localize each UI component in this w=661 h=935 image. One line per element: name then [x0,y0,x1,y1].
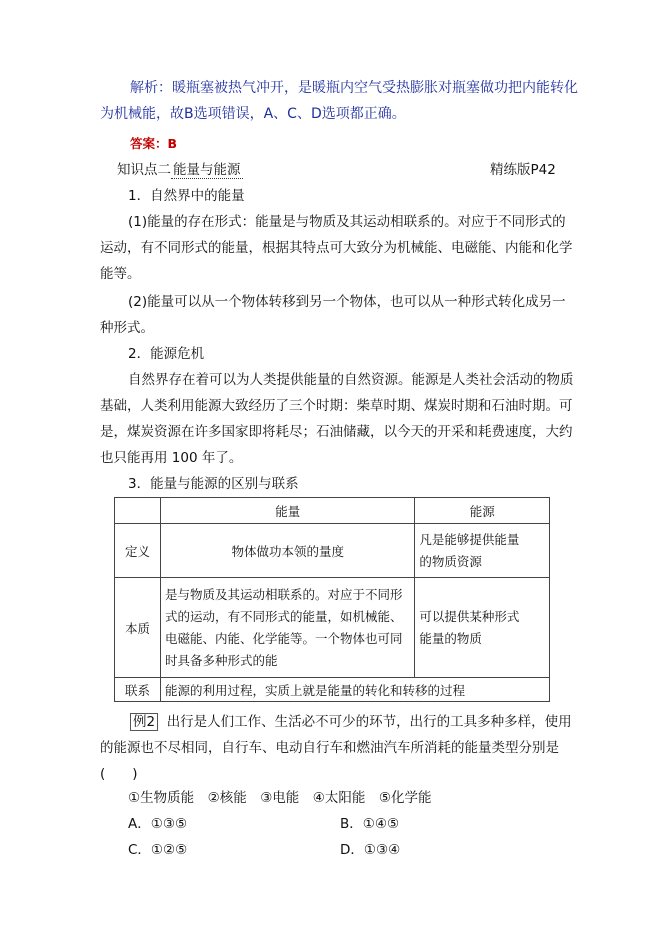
option-b: B．①④⑤ [340,816,400,832]
option-d: D．①③④ [340,842,401,858]
example-tag: 例2 [130,713,158,731]
nature-source-line2: 能量的物质 [419,630,482,646]
row-label-definition: 定义 [115,524,161,578]
point1-1-line2: 运动，有不同形式的能量，根据其特点可大致分为机械能、电磁能、内能和化学 [100,240,573,256]
point1-2-line2: 种形式。 [100,320,154,336]
table-row-definition [115,524,550,578]
point2-body-line3: 是，煤炭资源在许多国家即将耗尽；石油储藏，以今天的开采和耗费速度，大约 [100,424,573,440]
section-title-prefix: 知识点二 [117,162,171,178]
answer-text: 答案：B [130,136,178,151]
option-a: A．①③⑤ [128,816,188,832]
nature-energy-line2: 式的运动，有不同形式的能量，如机械能、 [165,608,403,624]
point2-body-line1: 自然界存在着可以为人类提供能量的自然资源。能源是人类社会活动的物质 [128,372,574,388]
nature-source-line1: 可以提供某种形式 [419,608,520,624]
energy-comparison-table [114,497,550,702]
example-blank: ( ) [100,766,138,782]
point3-heading: 3．能量与能源的区别与联系 [128,476,299,492]
table-header-row [115,498,550,524]
section-heading [117,160,243,180]
example-items: ①生物质能 ②核能 ③电能 ④太阳能 ⑤化学能 [128,790,432,806]
point2-heading: 2．能源危机 [128,346,205,362]
nature-energy-cell [161,578,415,678]
row-label-nature: 本质 [115,578,161,678]
point1-1-line3: 能等。 [100,266,141,282]
table-header-source: 能源 [415,498,550,524]
analysis-line-1: 解析：暖瓶塞被热气冲开，是暖瓶内空气受热膨胀对瓶塞做功把内能转化 [130,80,578,96]
definition-source-line2: 的物质资源 [419,553,482,569]
table-header-energy: 能量 [161,498,415,524]
point2-body-line2: 基础，人类利用能源大致经历了三个时期：柴草时期、煤炭时期和石油时期。可 [100,398,573,414]
nature-energy-line3: 电磁能、内能、化学能等。一个物体也可同 [165,630,403,646]
point1-heading: 1．自然界中的能量 [128,188,245,204]
link-cell: 能源的利用过程，实质上就是能量的转化和转移的过程 [161,678,550,702]
point2-body-line4: 也只能再用 100 年了。 [100,450,243,466]
point1-2-line1: (2)能量可以从一个物体转移到另一个物体，也可以从一种形式转化成另一 [128,294,566,310]
section-title: 能量与能源 [173,162,241,178]
example-line1 [130,712,572,732]
nature-source-cell [415,578,550,678]
section-right-label: 精练版P42 [490,162,556,178]
nature-energy-line1: 是与物质及其运动相联系的。对应于不同形 [165,586,403,602]
row-label-link: 联系 [115,678,161,702]
option-c: C．①②⑤ [128,842,188,858]
table-row-nature [115,578,550,678]
point1-1-line1: (1)能量的存在形式：能量是与物质及其运动相联系的。对应于不同形式的 [128,214,566,230]
analysis-line-2: 为机械能，故B选项错误，A、C、D选项都正确。 [100,106,406,122]
example-line2: 的能源也不尽相同，自行车、电动自行车和燃油汽车所消耗的能量类型分别是 [100,740,559,756]
table-header-empty [115,498,161,524]
example-text1: 出行是人们工作、生活必不可少的环节，出行的工具多种多样，使用 [166,714,572,730]
table-row-link [115,678,550,702]
definition-source-line1: 凡是能够提供能量 [419,531,520,547]
nature-energy-line4: 时具备多种形式的能 [165,652,278,668]
definition-energy-cell: 物体做功本领的量度 [161,524,415,578]
definition-source-cell [415,524,550,578]
